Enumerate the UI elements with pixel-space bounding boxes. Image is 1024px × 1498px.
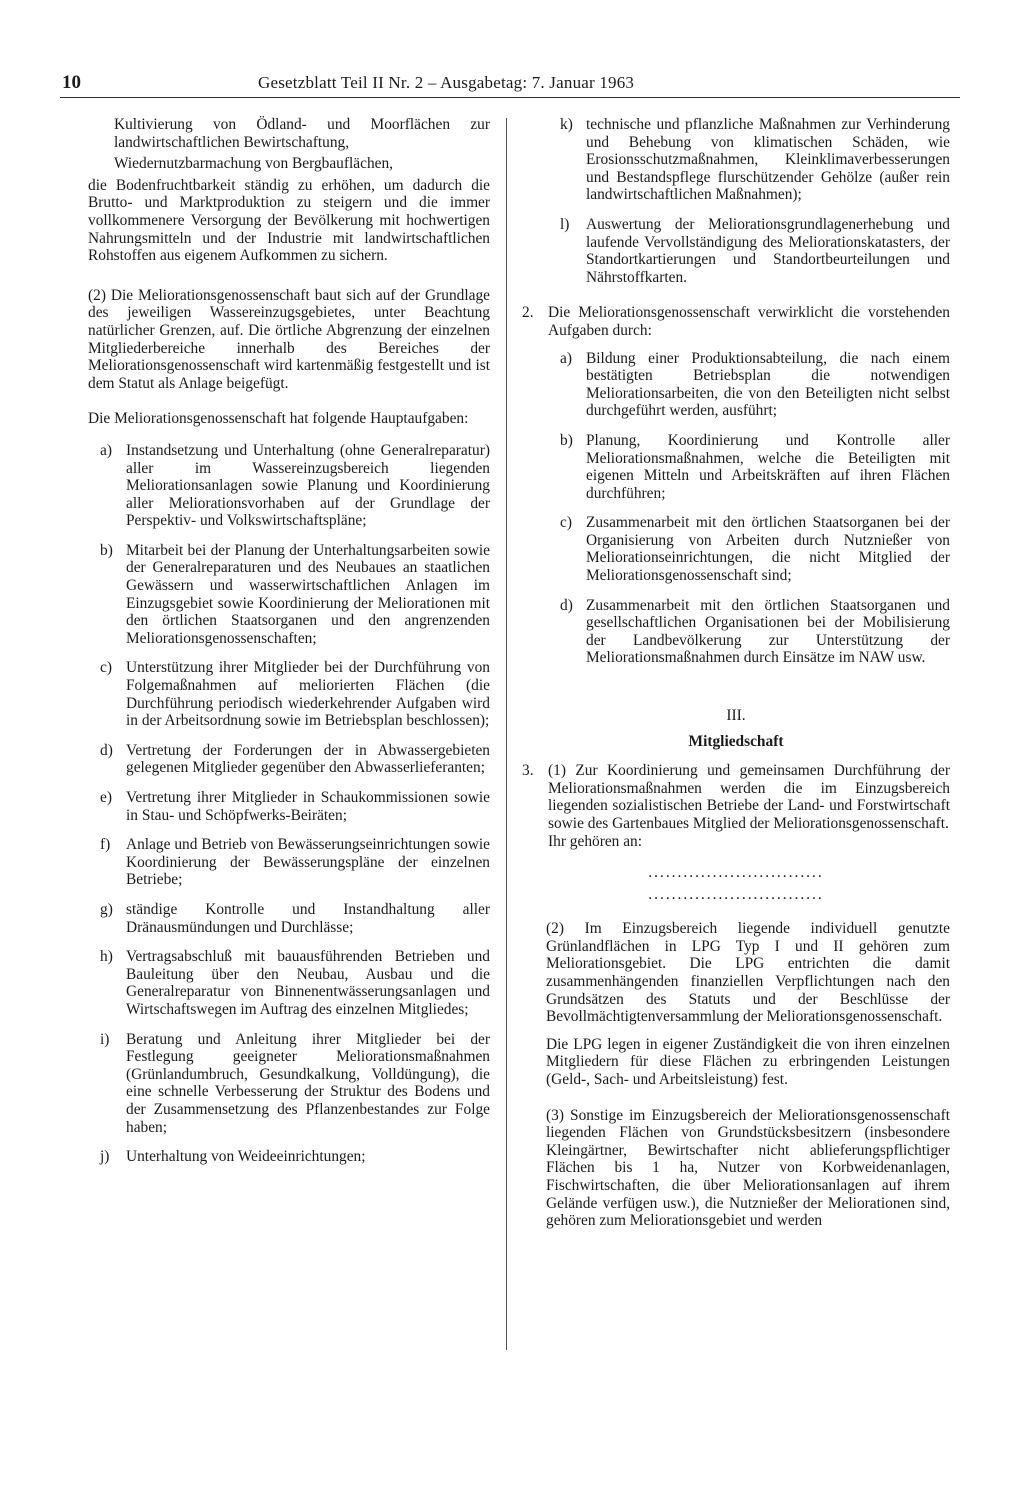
list-item <box>522 514 950 584</box>
item-text: Mitarbeit bei der Planung der Unterhaltungsarbeiten sowie der Generalreparaturen und des Neubaues an staatlichen Gewässern und wasserwirtschaftlichen Anlagen im Einzugsgebiet sowie Koordinierung der Meliorationen mit den örtlichen Staatsorganen und den angrenzenden Meliorationsgenossenschaften; <box>126 541 490 647</box>
item-text: Auswertung der Meliorationsgrundlagenerhebung und laufende Vervollständigung des Meliorationskatasters, der Standortkartierungen und Standortbeurteilungen und Nährstoffkarten. <box>586 215 950 286</box>
list-item <box>88 442 490 530</box>
membership-paragraph-2: (2) Im Einzugsbereich liegende individuell genutzte Grünlandflächen in LPG Typ I und II gehören zum Meliorationsgebiet. Die LPG entrichten die damit zusammenhängenden finanziellen Verpflichtungen nach den Grundsätzen des Statuts und der Beschlüsse der Bevollmächtigtenversammlung der Meliorationsgenossenschaft. <box>546 920 950 1026</box>
item-marker: b) <box>560 431 573 449</box>
page-number: 10 <box>62 72 81 93</box>
tasks-intro: Die Meliorationsgenossenschaft hat folgende Hauptaufgaben: <box>88 410 469 428</box>
intro-line-1: Kultivierung von Ödland- und Moorflächen zur landwirtschaftlichen Bewirtschaftung, <box>114 116 490 151</box>
list-item <box>88 542 490 648</box>
item-text: Bildung einer Produktionsabteilung, die nach einem bestätigten Betriebsplan die notwendigen Meliorationsarbeiten, die von den Beteiligten nicht selbst durchgeführt werden, ausführt; <box>586 349 950 420</box>
list-item <box>88 1148 490 1166</box>
item-marker: a) <box>100 441 112 459</box>
section-number: 2. <box>522 304 534 322</box>
tasks-list-continued <box>522 116 950 286</box>
item-marker: l) <box>560 215 570 233</box>
list-item <box>88 789 490 824</box>
paragraph-2: (2) Die Meliorationsgenossenschaft baut sich auf der Grundlage des jeweiligen Wassereinzugsgebietes, unter Beachtung natürlicher Grenzen, auf. Die örtliche Abgrenzung der einzelnen Mitgliederbereiche innerhalb des Bereiches der Meliorationsgenossenschaft wird kartenmäßig festgestellt und ist dem Statut als Anlage beigefügt. <box>88 286 490 392</box>
list-item <box>88 901 490 936</box>
page-header <box>0 0 1024 100</box>
item-text: Vertretung ihrer Mitglieder in Schaukommissionen sowie in Stau- und Schöpfwerks-Beiräten; <box>126 789 490 824</box>
item-text: Zusammenarbeit mit den örtlichen Staatsorganen bei der Organisierung von Arbeiten durch Nutznießer von Meliorationseinrichtungen, die nicht Mitglied der Meliorationsgenossenschaft sind; <box>586 514 950 585</box>
list-item <box>522 597 950 667</box>
section-text: Die Meliorationsgenossenschaft verwirklicht die vorstehenden Aufgaben durch: <box>548 304 950 339</box>
section-text <box>548 762 950 850</box>
item-marker: i) <box>100 1030 110 1048</box>
section-number: 3. <box>522 762 534 780</box>
item-marker: h) <box>100 948 113 966</box>
section-2 <box>522 304 950 339</box>
list-item <box>522 216 950 286</box>
item-marker: c) <box>100 659 112 677</box>
list-item <box>88 659 490 729</box>
list-item <box>522 116 950 204</box>
item-text: Anlage und Betrieb von Bewässerungseinrichtungen sowie Koordinierung der Bewässerungspläne der einzelnen Betriebe; <box>126 836 490 889</box>
membership-list-intro: Ihr gehören an: <box>548 832 643 850</box>
tasks-list <box>88 442 490 1166</box>
item-text: technische und pflanzliche Maßnahmen zur Verhinderung und Behebung von klimatischen Schäden, wie Erosionsschutzmaßnahmen, Kleinklimaverbesserungen und Bestandspflege flurschützender Gehölze (außer rein landwirtschaftlichen Maßnahmen); <box>586 116 950 204</box>
list-item <box>88 1031 490 1137</box>
item-marker: k) <box>560 116 573 133</box>
item-marker: b) <box>100 541 113 559</box>
column-divider <box>506 118 507 1350</box>
list-item <box>522 432 950 502</box>
list-item <box>522 350 950 420</box>
header-rule <box>60 97 960 98</box>
item-text: Unterhaltung von Weideeinrichtungen; <box>126 1148 366 1166</box>
item-text: Vertragsabschluß mit bauausführenden Betrieben und Bauleitung über den Neubau, Ausbau und die Generalreparatur von Binnenentwässerungsanlagen und Wirtschaftswegen im Auftrag des einzelnen Mitgliedes; <box>126 948 490 1018</box>
intro-paragraph: die Bodenfruchtbarkeit ständig zu erhöhen, um dadurch die Brutto- und Marktproduktion zu steigern und die immer vollkommenere Versorgung der Bevölkerung mit hochwertigen Nahrungsmitteln und der Industrie mit landwirtschaftlichen Rohstoffen aus eigenem Aufkommen zu sichern. <box>88 176 490 265</box>
item-marker: c) <box>560 514 572 532</box>
right-column <box>522 116 950 1230</box>
item-text: Zusammenarbeit mit den örtlichen Staatsorganen und gesellschaftlichen Organisationen bei der Mobilisierung der Landbevölkerung zur Unterstützung der Meliorationsmaßnahmen durch Einsätze im NAW usw. <box>586 596 950 667</box>
section-roman-numeral: III. <box>726 707 746 725</box>
left-column <box>88 116 490 1166</box>
section-3 <box>522 762 950 850</box>
item-marker: a) <box>560 349 572 367</box>
item-text: ständige Kontrolle und Instandhaltung aller Dränausmündungen und Durchlässe; <box>126 900 490 936</box>
membership-paragraph-3: (3) Sonstige im Einzugsbereich der Meliorationsgenossenschaft liegenden Flächen von Grundstücksbesitzern (insbesondere Kleingärtner, Bewirtschafter nicht ablieferungspflichtiger Flächen bis 1 ha, Nutzer von Korbweidenanlagen, Fischwirtschaften, die über Meliorationsanlagen auf ihrem Gelände verfügen usw.), die Nutznießer der Meliorationen sind, gehören zum Meliorationsgebiet und werden <box>546 1106 950 1230</box>
fill-in-line: .............................. <box>648 886 824 904</box>
membership-paragraph-2b: Die LPG legen in eigener Zuständigkeit die von ihren einzelnen Mitgliedern für diese Flächen zu erbringenden Leistungen (Geld-, Sach- und Arbeitsleistung) fest. <box>546 1035 950 1088</box>
item-marker: e) <box>100 789 112 806</box>
item-marker: d) <box>560 596 573 614</box>
section-heading: Mitgliedschaft <box>688 732 784 750</box>
item-text: Vertretung der Forderungen der in Abwassergebieten gelegenen Mitglieder gegenüber den Abwasserlieferanten; <box>126 741 490 777</box>
list-item <box>88 742 490 777</box>
intro-line-2: Wiedernutzbarmachung von Bergbauflächen, <box>114 155 394 173</box>
list-item <box>88 948 490 1018</box>
item-marker: d) <box>100 741 113 759</box>
item-text: Instandsetzung und Unterhaltung (ohne Generalreparatur) aller im Wassereinzugsbereich liegenden Meliorationsanlagen sowie Planung und Koordinierung aller Meliorationsvorhaben auf der Grundlage der Perspektiv- und Volkswirtschaftspläne; <box>126 441 490 530</box>
item-text: Beratung und Anleitung ihrer Mitglieder bei der Festlegung geeigneter Meliorationsmaßnahmen (Grünlandumbruch, Gesundkalkung, Volldüngung), die eine schnelle Verbesserung der Struktur des Bodens und der Zusammensetzung des Pflanzenbestandes zur Folge haben; <box>126 1030 490 1136</box>
running-head: Gesetzblatt Teil II Nr. 2 – Ausgabetag: 7. Januar 1963 <box>258 73 635 92</box>
item-marker: f) <box>100 836 111 854</box>
item-marker: g) <box>100 900 113 918</box>
item-text: Planung, Koordinierung und Kontrolle aller Meliorationsmaßnahmen, welche die Beteiligten mit eigenen Mitteln und Arbeitskräften auf ihren Flächen durchführen; <box>586 431 950 502</box>
fill-in-line: .............................. <box>648 864 824 882</box>
section-2-list <box>522 350 950 668</box>
membership-paragraph-1: (1) Zur Koordinierung und gemeinsamen Durchführung der Meliorationsmaßnahmen werden die im Einzugsbereich liegenden sozialistischen Betriebe der Land- und Forstwirtschaft sowie des Gartenbaues Mitglied der Meliorationsgenossenschaft. <box>548 762 950 832</box>
list-item <box>88 836 490 889</box>
item-text: Unterstützung ihrer Mitglieder bei der Durchführung von Folgemaßnahmen auf meliorierten Flächen (die Durchführung periodisch wiederkehrender Aufgaben wird in der Arbeitsordnung sowie im Betriebsplan beschlossen); <box>126 659 490 730</box>
item-marker: j) <box>100 1148 110 1166</box>
